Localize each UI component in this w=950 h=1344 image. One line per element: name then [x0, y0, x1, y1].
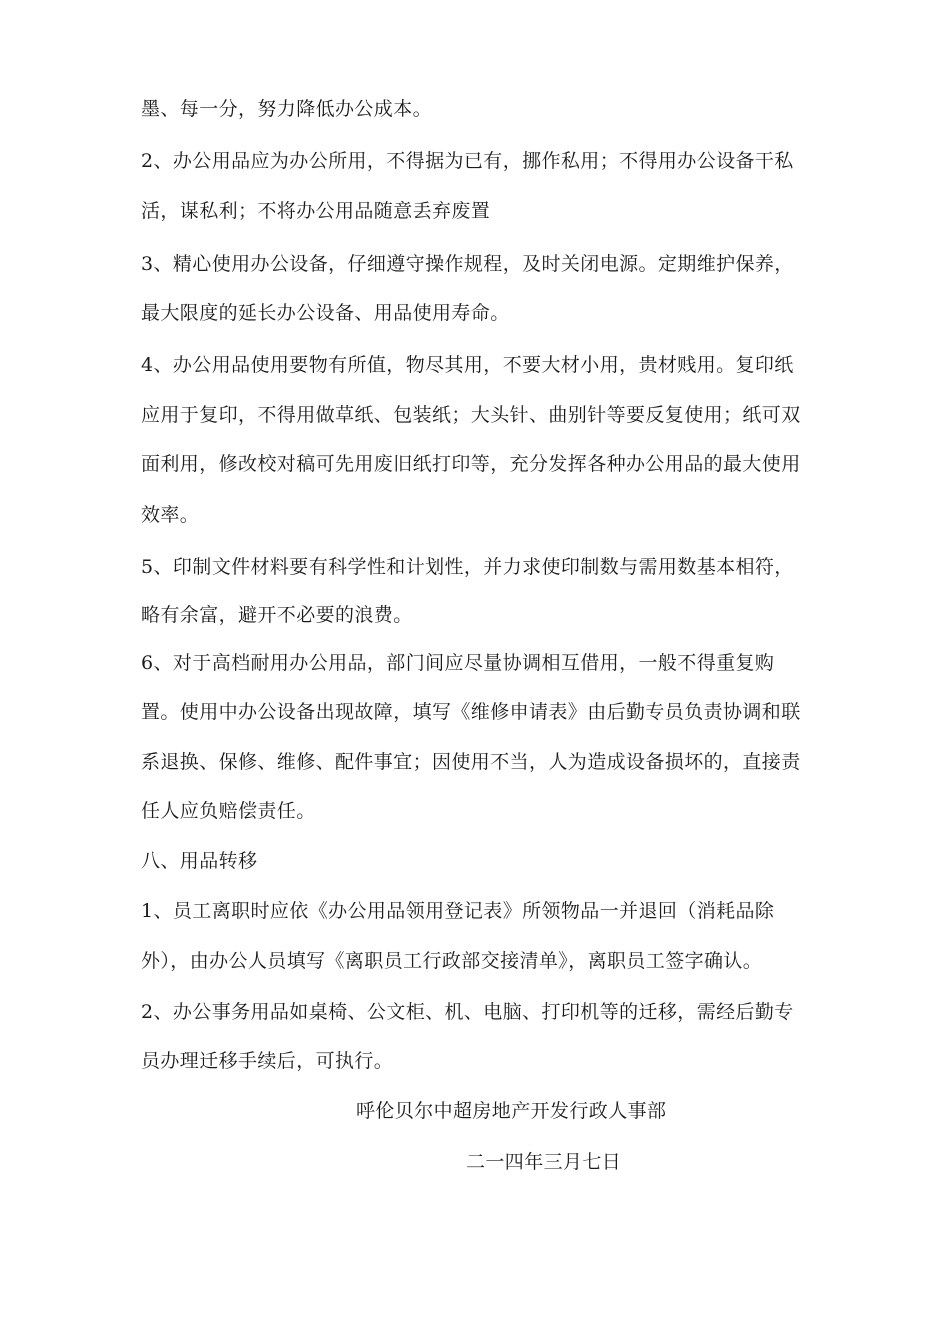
text-line: 活，谋私利；不将办公用品随意丢弃废置: [141, 200, 491, 222]
text-line: 面利用，修改校对稿可先用废旧纸打印等，充分发挥各种办公用品的最大使用: [141, 453, 801, 475]
text-line: 2、办公事务用品如桌椅、公文柜、机、电脑、打印机等的迁移，需经后勤专: [141, 1001, 794, 1023]
text-line: 员办理迁移手续后，可执行。: [141, 1050, 394, 1072]
text-line: 1、员工离职时应依《办公用品领用登记表》所领物品一并退回（消耗品除: [141, 900, 775, 922]
section-heading: 八、用品转移: [141, 850, 258, 872]
text-line: 效率。: [141, 504, 200, 526]
signature-organization: 呼伦贝尔中超房地产开发行政人事部: [356, 1100, 667, 1122]
text-line: 任人应负赔偿责任。: [141, 800, 316, 822]
text-line: 外），由办公人员填写《离职员工行政部交接清单》，离职员工签字确认。: [141, 950, 763, 972]
text-line: 应用于复印，不得用做草纸、包装纸；大头针、曲别针等要反复使用；纸可双: [141, 404, 801, 426]
text-line: 最大限度的延长办公设备、用品使用寿命。: [141, 302, 510, 324]
text-line: 3、精心使用办公设备，仔细遵守操作规程，及时关闭电源。定期维护保养，: [141, 253, 794, 275]
text-line: 5、印制文件材料要有科学性和计划性，并力求使印制数与需用数基本相符，: [141, 556, 794, 578]
text-line: 2、办公用品应为办公所用，不得据为已有，挪作私用；不得用办公设备干私: [141, 150, 794, 172]
text-line: 略有余富，避开不必要的浪费。: [141, 604, 413, 626]
text-line: 6、对于高档耐用办公用品，部门间应尽量协调相互借用，一般不得重复购: [141, 652, 775, 674]
text-line: 墨、每一分，努力降低办公成本。: [141, 98, 433, 120]
text-line: 置。使用中办公设备出现故障，填写《维修申请表》由后勤专员负责协调和联: [141, 701, 801, 723]
text-line: 系退换、保修、维修、配件事宜；因使用不当，人为造成设备损坏的，直接责: [141, 751, 801, 773]
text-line: 4、办公用品使用要物有所值，物尽其用，不要大材小用，贵材贱用。复印纸: [141, 354, 794, 376]
signature-date: 二一四年三月七日: [466, 1151, 622, 1173]
